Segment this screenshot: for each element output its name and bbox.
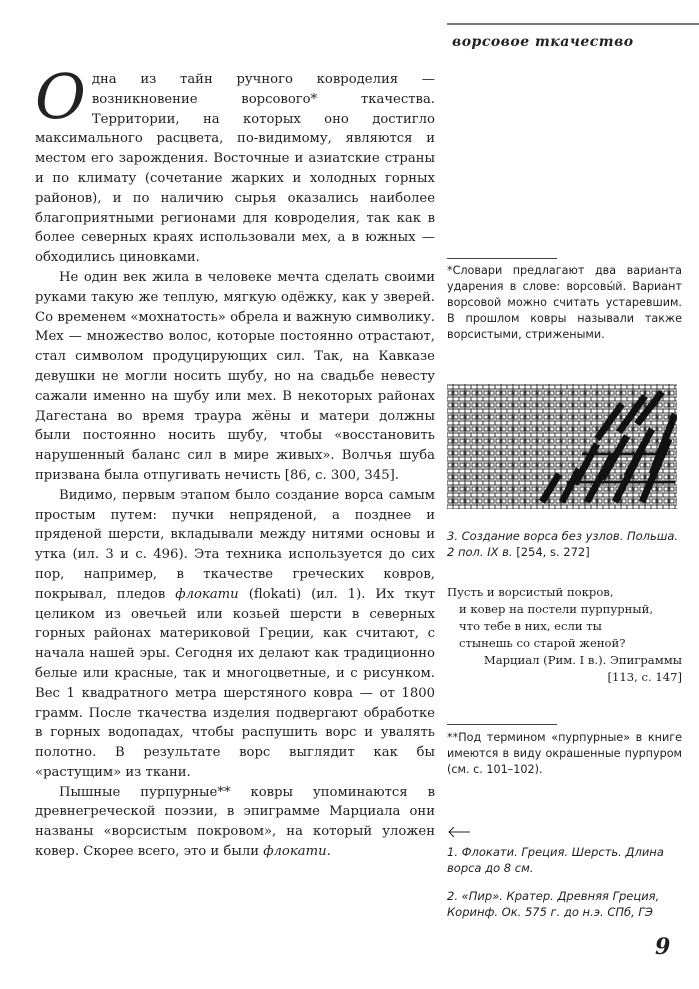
term-flokati: флокати [175, 586, 239, 602]
poem-line-1: Пусть и ворсистый покров, [447, 585, 614, 599]
term-flokati-2: флокати [263, 844, 327, 860]
captions-block [447, 844, 682, 932]
paragraph-3-text-b: (flokati) (ил. 1). Их ткут целиком из овечьей или козьей шерсти в северных горных районах материковой Греции, как считают, с начала нашей эры. Сегодня их делают как традиционно белые или красные, так и многоцветные, и с рисунком. Вес 1 квадратного метра шерстяного ковра — от 1800 грамм. После ткачества изделия подвергают обработке в горных водопадах, чтобы распушить ворс и увалять полотно. В результате ворс выглядит как бы «растущим» из ткани. [35, 586, 435, 780]
poem-line-2: и ковер на постели пурпурный, [459, 602, 654, 616]
paragraph-4-text-b: . [326, 844, 331, 860]
paragraph-4-text-a: Пышные пурпурные** ковры упоминаются в древнегреческой поэзии, в эпиграмме Марциала они названы «ворсистым покровом», на который уложен ковер. Скорее всего, это и были [35, 784, 435, 860]
header-rule [447, 23, 699, 25]
weaving-illustration [447, 384, 677, 514]
main-text-column [35, 60, 435, 862]
footnote-rule-2 [447, 724, 557, 725]
drop-cap: О [35, 60, 86, 133]
page-number: 9 [655, 934, 671, 960]
paragraph-2: Не один век жила в человеке мечта сделать своими руками такую же теплую, мягкую одёжку, как у зверей. Со временем «мохнатость» обрела и важную символику. Мех — множество волос, которые постоянно отрастают, стал символом продуцирующих сил. Так, на Кавказе девушки не могли носить шубу, но на свадьбе невесту сажали именно на шубу или мех. В некоторых районах Дагестана во время траура жёны и матери должны были постоянно носить шубу, чтобы «восстановить нарушенный баланс сил в мире живых». Волчья шуба призвана была отпугивать нечисть [86, с. 300, 345]. [35, 269, 435, 483]
footnote-2: **Под термином «пурпурные» в книге имеются в виду окрашенные пурпуром (см. с. 101–102). [447, 731, 682, 776]
epigram-quote [447, 584, 682, 686]
paragraph-3 [35, 486, 435, 783]
poem-line-4: стынешь со старой женой? [459, 636, 626, 650]
footnote-rule-1 [447, 258, 557, 259]
caption-3-text: 3. Создание ворса без узлов. Польша. 2 пол. IX в. [447, 529, 679, 559]
left-arrow-icon [447, 826, 471, 838]
caption-3-ref: [254, s. 272] [512, 545, 590, 559]
paragraph-4 [35, 783, 435, 862]
paragraph-1 [35, 60, 435, 268]
caption-illustration-3 [447, 528, 682, 560]
footnote-1: *Словари предлагают два варианта ударения в слове: ворсовы́й. Вариант ворсовой можно считать устаревшим. В прошлом ковры называли также ворсистыми, стрижеными. [447, 264, 682, 341]
poem-source: Марциал (Рим. I в.). Эпиграммы [483, 653, 682, 667]
poem-line-3: что тебе в них, если ты [459, 619, 602, 633]
caption-illustration-2: 2. «Пир». Кратер. Древняя Греция, Коринф. Ок. 575 г. до н.э. СПб, ГЭ [447, 889, 660, 919]
paragraph-1-text: дна из тайн ручного ковроделия — возникновение ворсового* ткачества. Территории, на которых оно достигло максимального расцвета, по-видимому, являются и местом его зарождения. Восточные и азиатские страны и по климату (сочетание жарких и холодных горных районов), и по наличию сырья оказались наиболее благоприятными регионами для ковроделия, так как в более северных краях использовали мех, а в южных — обходились циновками. [35, 72, 435, 266]
paragraph-3-text-a: Видимо, первым этапом было создание ворса самым простым путем: пучки непряденой, а позднее и пряденой шерсти, вкладывали между нитями основы и утка (ил. 3 и с. 496). Эта техника используется до сих пор, например, в ткачестве греческих ковров, покрывал, пледов [35, 487, 435, 602]
caption-illustration-1: 1. Флокати. Греция. Шерсть. Длина ворса до 8 см. [447, 845, 664, 875]
poem-ref: [113, с. 147] [607, 670, 682, 684]
running-header: ворсовое ткачество [452, 34, 634, 50]
